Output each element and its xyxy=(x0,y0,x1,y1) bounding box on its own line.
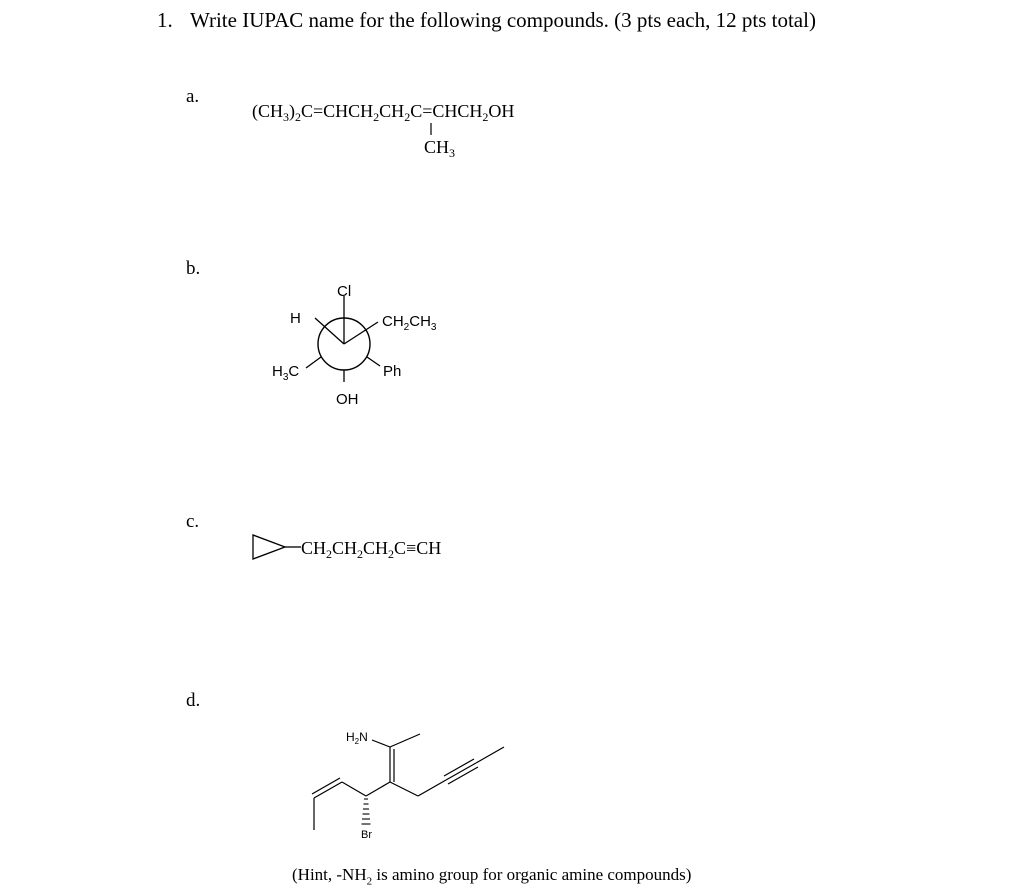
svg-text:(CH3)2C=CHCH2CH2C=CHCH2OH: $(CH_3)_2C=CHCH_2CH_2C=CHCH_2OH$ xyxy=(252,101,515,124)
newman-front-right-label: $CH_2CH_3$ xyxy=(382,313,437,333)
question-prompt: Write IUPAC name for the following compounds. (3 pts each, 12 pts total) xyxy=(190,8,816,32)
svg-text:CH3: $CH_3$ xyxy=(424,137,456,160)
newman-front-top-label: Cl xyxy=(337,283,352,300)
part-b-label: b. xyxy=(186,258,201,279)
question-number: 1. xyxy=(157,8,173,32)
newman-back-bottom-label: OH xyxy=(336,391,359,408)
part-d-label: d. xyxy=(186,690,201,711)
newman-back-right-label: Ph xyxy=(383,363,402,380)
newman-front-left-label: H xyxy=(290,310,301,327)
part-d-skeletal-structure xyxy=(300,720,520,845)
part-d-bromine-label: Br xyxy=(361,829,372,841)
part-d-amine-label: $H_2N$ xyxy=(346,730,368,746)
part-c-structure xyxy=(245,528,485,568)
part-a-label: a. xyxy=(186,86,200,107)
part-b-newman-projection xyxy=(260,278,480,413)
part-c-chain: $CH_2CH_2CH_2C\equiv CH$ xyxy=(301,538,442,561)
newman-back-left-label: $H_3C$ xyxy=(272,363,300,383)
part-c-label: c. xyxy=(186,511,200,532)
hint-text: (Hint, $-NH_2$ is amino group for organic amine compounds) xyxy=(292,865,692,888)
cyclopropane-ring xyxy=(253,535,285,559)
part-a-formula xyxy=(240,95,560,165)
hashed-wedge xyxy=(362,799,371,824)
